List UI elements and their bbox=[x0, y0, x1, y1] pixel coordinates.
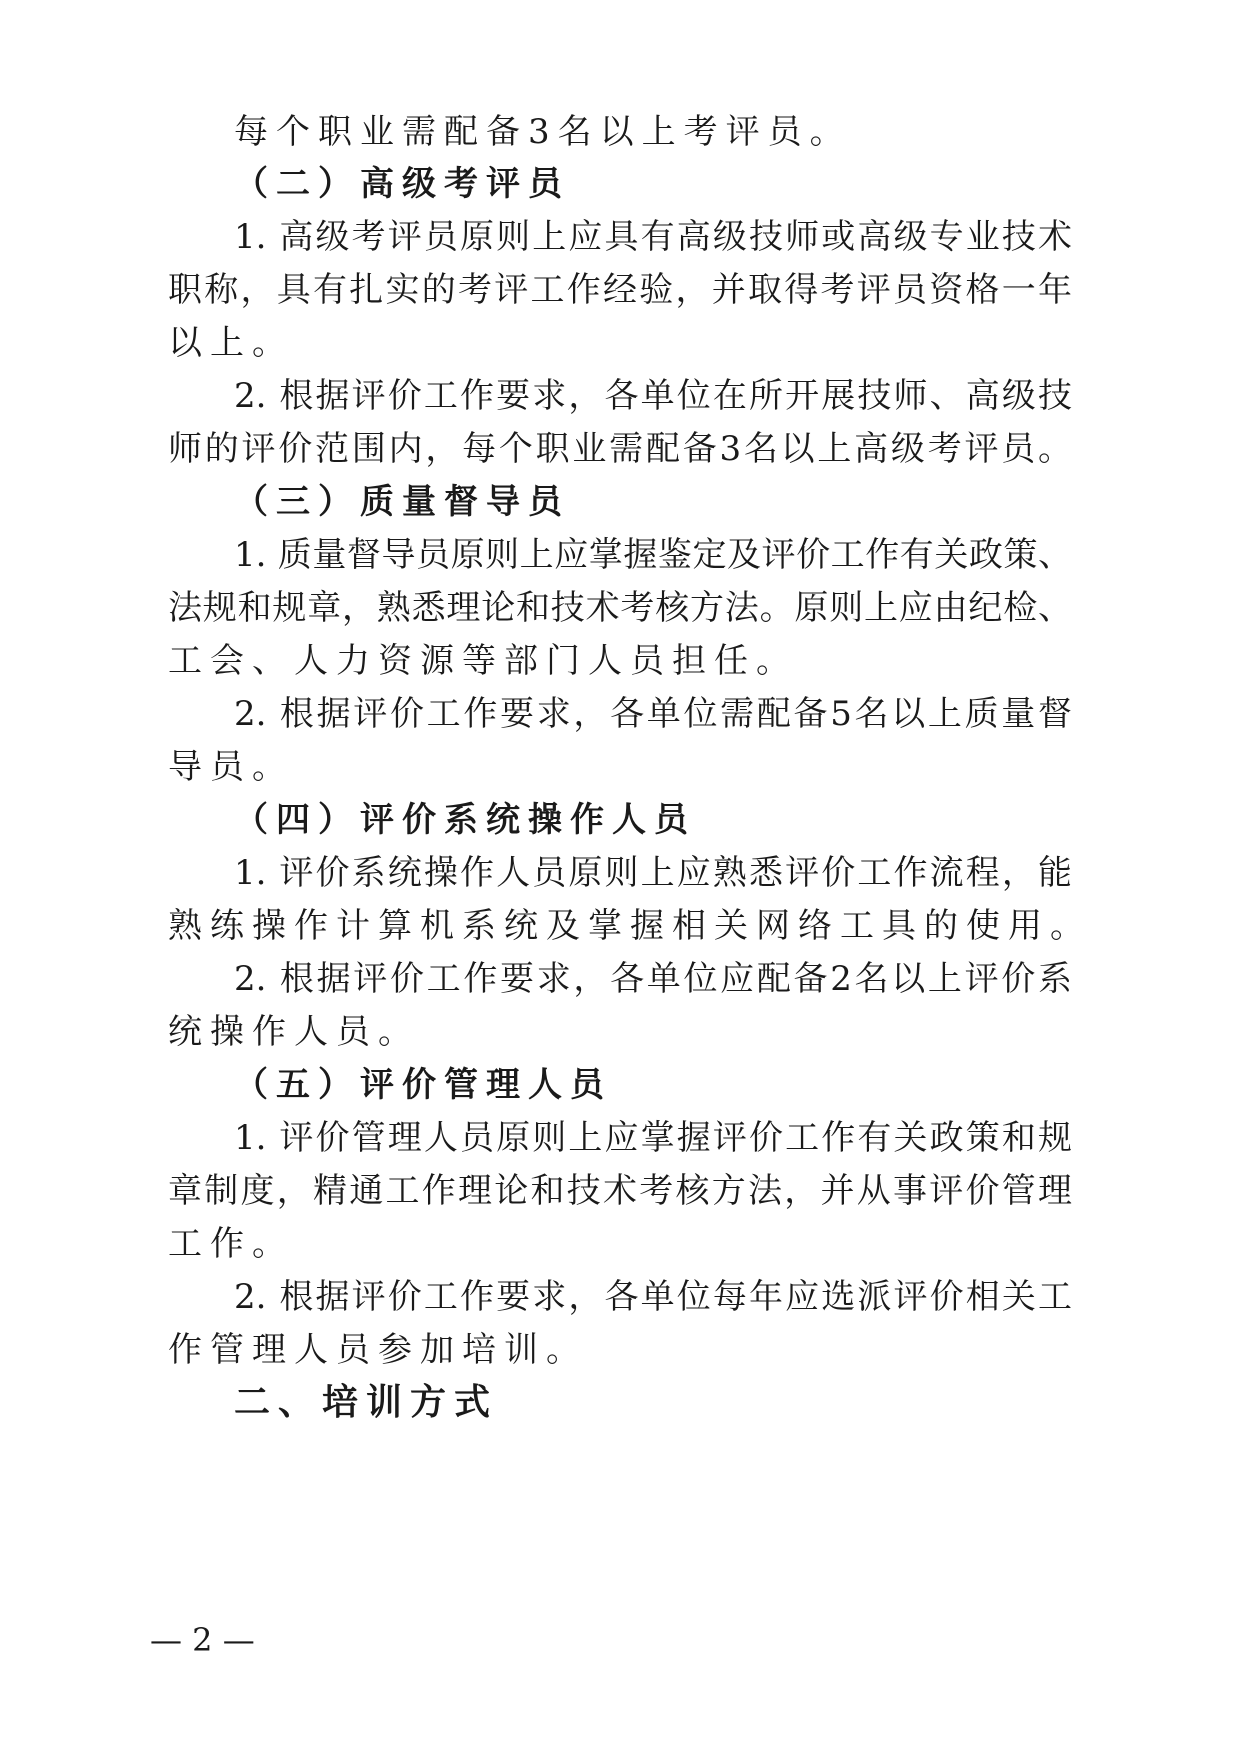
paragraph-line: 1. 高级考评员原则上应具有高级技师或高级专业技术 bbox=[234, 217, 1072, 257]
paragraph-line: 每个职业需配备3名以上考评员。 bbox=[234, 112, 852, 152]
paragraph-line: 法规和规章，熟悉理论和技术考核方法。原则上应由纪检、 bbox=[168, 588, 1072, 628]
paragraph-line: 熟练操作计算机系统及掌握相关网络工具的使用。 bbox=[168, 906, 1092, 946]
section-heading: （三）质量督导员 bbox=[234, 482, 570, 522]
section-heading: （五）评价管理人员 bbox=[234, 1065, 612, 1105]
section-heading: （二）高级考评员 bbox=[234, 164, 570, 204]
paragraph-line: 以上。 bbox=[168, 323, 294, 363]
paragraph-line: 2. 根据评价工作要求，各单位在所开展技师、高级技 bbox=[234, 376, 1072, 416]
paragraph-line: 2. 根据评价工作要求，各单位需配备5名以上质量督 bbox=[234, 694, 1072, 734]
paragraph-line: 2. 根据评价工作要求，各单位应配备2名以上评价系 bbox=[234, 959, 1072, 999]
paragraph-line: 2. 根据评价工作要求，各单位每年应选派评价相关工 bbox=[234, 1277, 1072, 1317]
section-heading: （四）评价系统操作人员 bbox=[234, 800, 696, 840]
chapter-heading: 二、培训方式 bbox=[234, 1382, 499, 1423]
paragraph-line: 工会、人力资源等部门人员担任。 bbox=[168, 641, 798, 681]
paragraph-line: 1. 质量督导员原则上应掌握鉴定及评价工作有关政策、 bbox=[234, 535, 1072, 575]
paragraph-line: 统操作人员。 bbox=[168, 1012, 420, 1052]
paragraph-line: 章制度，精通工作理论和技术考核方法，并从事评价管理 bbox=[168, 1171, 1072, 1211]
paragraph-line: 1. 评价系统操作人员原则上应熟悉评价工作流程，能 bbox=[234, 853, 1072, 893]
paragraph-line: 作管理人员参加培训。 bbox=[168, 1330, 588, 1370]
paragraph-line: 1. 评价管理人员原则上应掌握评价工作有关政策和规 bbox=[234, 1118, 1072, 1158]
paragraph-line: 师的评价范围内，每个职业需配备3名以上高级考评员。 bbox=[168, 429, 1072, 469]
paragraph-line: 工作。 bbox=[168, 1224, 294, 1264]
paragraph-line: 职称，具有扎实的考评工作经验，并取得考评员资格一年 bbox=[168, 270, 1072, 310]
paragraph-line: 导员。 bbox=[168, 747, 294, 787]
page-number: — 2 — bbox=[150, 1621, 255, 1659]
